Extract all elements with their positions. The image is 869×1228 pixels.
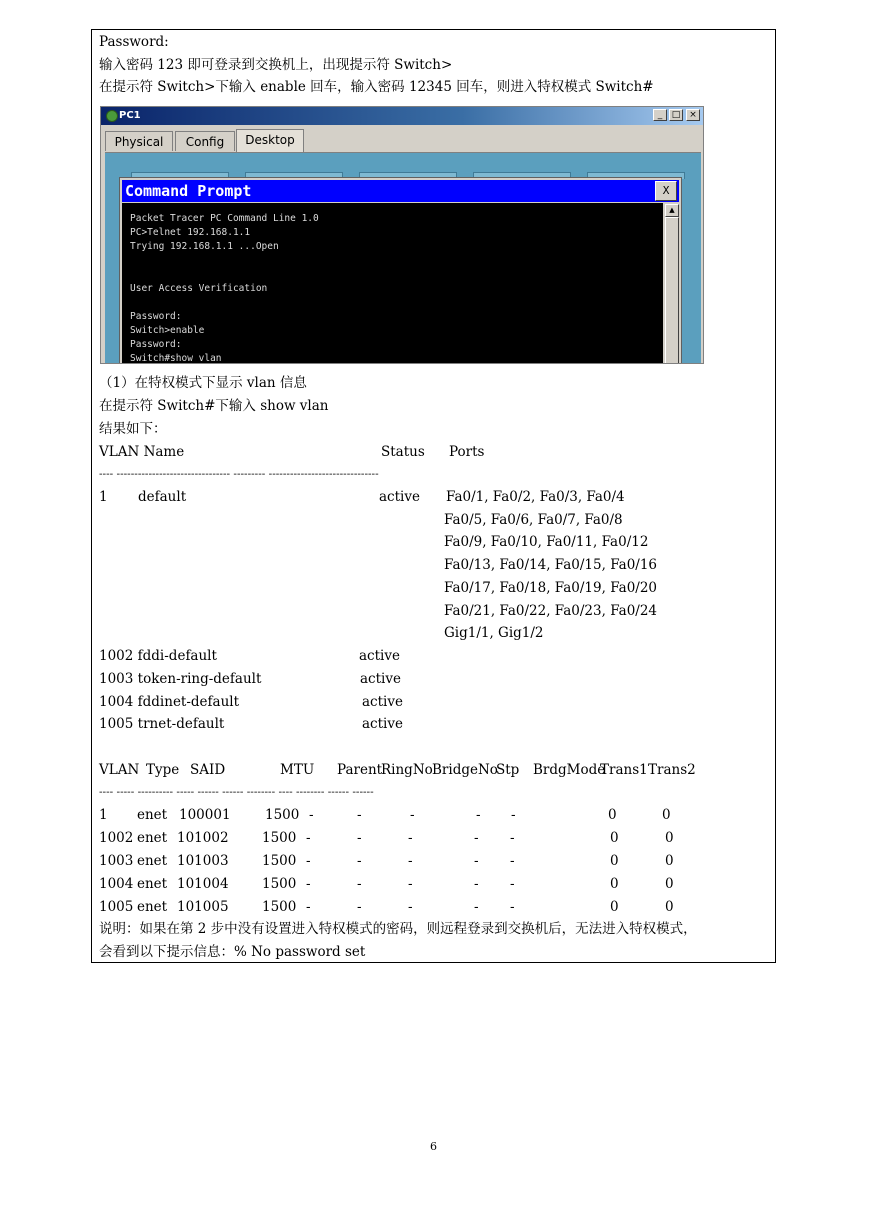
- type-cell-brdgmode: -: [510, 876, 515, 892]
- type-cell-type: enet: [137, 853, 168, 869]
- section1-result-label: 结果如下：: [99, 421, 167, 437]
- intro-password-label: Password:: [99, 34, 169, 50]
- intro-enable-text: 在提示符 Switch>下输入 enable 回车，输入密码 12345 回车，则进入特权模式 Switch#: [99, 79, 654, 95]
- vlan-row-label: 1002 fddi-default: [99, 648, 217, 664]
- cmd-screen[interactable]: [122, 203, 663, 364]
- type-cell-trans2: 0: [665, 899, 674, 915]
- pc-icon: [106, 110, 118, 122]
- close-button[interactable]: ×: [686, 109, 700, 121]
- scroll-up-icon[interactable]: ▲: [665, 204, 679, 217]
- type-cell-stp: -: [474, 876, 479, 892]
- type-cell-trans1: 0: [610, 830, 619, 846]
- type-header-parent: Parent: [337, 762, 383, 778]
- vlan-row-label: 1005 trnet-default: [99, 716, 225, 732]
- type-header-type: Type: [146, 762, 180, 778]
- desktop-area: [105, 152, 701, 364]
- type-cell-said: 101005: [177, 899, 229, 915]
- note-line-1: 说明：如果在第 2 步中没有设置进入特权模式的密码，则远程登录到交换机后，无法进入特权模式，: [99, 921, 697, 937]
- type-cell-vlan: 1: [99, 807, 108, 823]
- type-cell-parent: -: [306, 899, 311, 915]
- vlan-default-ports: Fa0/1, Fa0/2, Fa0/3, Fa0/4: [446, 489, 625, 505]
- cmd-line: Switch#show vlan: [130, 353, 222, 364]
- type-cell-bridgeno: -: [408, 830, 413, 846]
- cmd-close-button[interactable]: X: [655, 181, 677, 201]
- type-separator: ---- ----- ---------- ----- ------ ------ -------- ---- -------- ------ ------: [99, 786, 374, 798]
- type-cell-said: 101004: [177, 876, 229, 892]
- scroll-thumb[interactable]: [665, 217, 679, 364]
- type-header-brdgmode: BrdgMode: [533, 762, 606, 778]
- vlan-row-status: active: [359, 648, 400, 664]
- type-cell-ringno: -: [357, 830, 362, 846]
- type-header-bridgeno: BridgeNo: [432, 762, 498, 778]
- page-number: 6: [430, 1140, 437, 1153]
- type-cell-brdgmode: -: [511, 807, 516, 823]
- vlan-header-ports: Ports: [449, 444, 485, 460]
- type-cell-type: enet: [137, 830, 168, 846]
- type-cell-said: 101002: [177, 830, 229, 846]
- cmd-line: Password:: [130, 339, 182, 350]
- type-cell-mtu: 1500: [262, 876, 297, 892]
- type-cell-trans1: 0: [610, 853, 619, 869]
- vlan-default-ports: Fa0/13, Fa0/14, Fa0/15, Fa0/16: [444, 557, 658, 573]
- type-cell-vlan: 1002: [99, 830, 134, 846]
- vlan-row-status: active: [362, 716, 403, 732]
- type-cell-vlan: 1004: [99, 876, 134, 892]
- vlan-default-ports: Gig1/1, Gig1/2: [444, 625, 544, 641]
- type-cell-parent: -: [309, 807, 314, 823]
- type-cell-stp: -: [474, 899, 479, 915]
- vlan-row-status: active: [362, 694, 403, 710]
- cmd-line: Packet Tracer PC Command Line 1.0: [130, 213, 319, 224]
- packet-tracer-window: [100, 106, 704, 364]
- type-cell-trans2: 0: [665, 830, 674, 846]
- vlan-separator: ---- -------------------------------- --------- -------------------------------: [99, 468, 379, 480]
- vlan-default-ports: Fa0/17, Fa0/18, Fa0/19, Fa0/20: [444, 580, 658, 596]
- type-cell-trans1: 0: [610, 899, 619, 915]
- type-cell-stp: -: [476, 807, 481, 823]
- type-cell-said: 100001: [179, 807, 231, 823]
- type-cell-parent: -: [306, 830, 311, 846]
- type-cell-trans1: 0: [610, 876, 619, 892]
- type-cell-bridgeno: -: [408, 853, 413, 869]
- type-cell-trans2: 0: [665, 876, 674, 892]
- type-header-ringno: RingNo: [381, 762, 433, 778]
- type-cell-type: enet: [137, 807, 168, 823]
- vlan-header-status: Status: [381, 444, 425, 460]
- type-cell-brdgmode: -: [510, 899, 515, 915]
- vlan-default-ports: Fa0/21, Fa0/22, Fa0/23, Fa0/24: [444, 603, 658, 619]
- type-cell-mtu: 1500: [262, 853, 297, 869]
- type-cell-vlan: 1005: [99, 899, 134, 915]
- type-cell-mtu: 1500: [265, 807, 300, 823]
- cmd-title: Command Prompt: [125, 182, 252, 200]
- cmd-line: User Access Verification: [130, 283, 268, 294]
- type-cell-vlan: 1003: [99, 853, 134, 869]
- vlan-default-ports: Fa0/5, Fa0/6, Fa0/7, Fa0/8: [444, 512, 623, 528]
- type-cell-ringno: -: [357, 853, 362, 869]
- type-cell-trans2: 0: [662, 807, 671, 823]
- type-header-stp: Stp: [496, 762, 520, 778]
- type-cell-mtu: 1500: [262, 899, 297, 915]
- type-cell-mtu: 1500: [262, 830, 297, 846]
- cmd-titlebar: [122, 180, 679, 202]
- cmd-line: Switch>enable: [130, 325, 205, 336]
- type-cell-trans2: 0: [665, 853, 674, 869]
- type-cell-parent: -: [306, 876, 311, 892]
- type-cell-brdgmode: -: [510, 830, 515, 846]
- type-cell-brdgmode: -: [510, 853, 515, 869]
- section1-instruction: 在提示符 Switch#下输入 show vlan: [99, 398, 329, 414]
- window-titlebar: [101, 107, 703, 125]
- type-cell-said: 101003: [177, 853, 229, 869]
- vlan-row-label: 1004 fddinet-default: [99, 694, 240, 710]
- note-line-2: 会看到以下提示信息：% No password set: [99, 944, 366, 960]
- type-cell-stp: -: [474, 853, 479, 869]
- vlan-default-status: active: [379, 489, 420, 505]
- tab-physical[interactable]: Physical: [105, 131, 173, 151]
- vlan-row-label: 1003 token-ring-default: [99, 671, 262, 687]
- cmd-line: PC>Telnet 192.168.1.1: [130, 227, 251, 238]
- type-cell-bridgeno: -: [410, 807, 415, 823]
- cmd-line: Trying 192.168.1.1 ...Open: [130, 241, 279, 252]
- cmd-scrollbar[interactable]: [665, 203, 679, 364]
- tab-desktop[interactable]: Desktop: [236, 129, 304, 152]
- type-cell-bridgeno: -: [408, 899, 413, 915]
- type-cell-type: enet: [137, 876, 168, 892]
- type-header-vlan: VLAN: [99, 762, 140, 778]
- type-header-said: SAID: [190, 762, 226, 778]
- type-cell-type: enet: [137, 899, 168, 915]
- cmd-line: Password:: [130, 311, 182, 322]
- vlan-default-id: 1: [99, 489, 108, 505]
- vlan-row-status: active: [360, 671, 401, 687]
- type-cell-parent: -: [306, 853, 311, 869]
- section1-heading: （1）在特权模式下显示 vlan 信息: [99, 375, 307, 391]
- maximize-button[interactable]: □: [669, 109, 683, 121]
- type-header-trans1: Trans1: [600, 762, 648, 778]
- window-title: PC1: [119, 110, 141, 121]
- type-cell-stp: -: [474, 830, 479, 846]
- type-cell-ringno: -: [357, 876, 362, 892]
- type-cell-ringno: -: [357, 807, 362, 823]
- vlan-header-name: VLAN Name: [99, 444, 185, 460]
- minimize-button[interactable]: _: [653, 109, 667, 121]
- type-cell-bridgeno: -: [408, 876, 413, 892]
- intro-login-text: 输入密码 123 即可登录到交换机上，出现提示符 Switch>: [99, 57, 453, 73]
- type-cell-trans1: 0: [608, 807, 617, 823]
- type-header-trans2: Trans2: [648, 762, 696, 778]
- tab-config[interactable]: Config: [175, 131, 235, 151]
- vlan-default-ports: Fa0/9, Fa0/10, Fa0/11, Fa0/12: [444, 534, 649, 550]
- vlan-default-name: default: [138, 489, 187, 505]
- type-header-mtu: MTU: [280, 762, 315, 778]
- type-cell-ringno: -: [357, 899, 362, 915]
- command-prompt-window: [119, 177, 682, 364]
